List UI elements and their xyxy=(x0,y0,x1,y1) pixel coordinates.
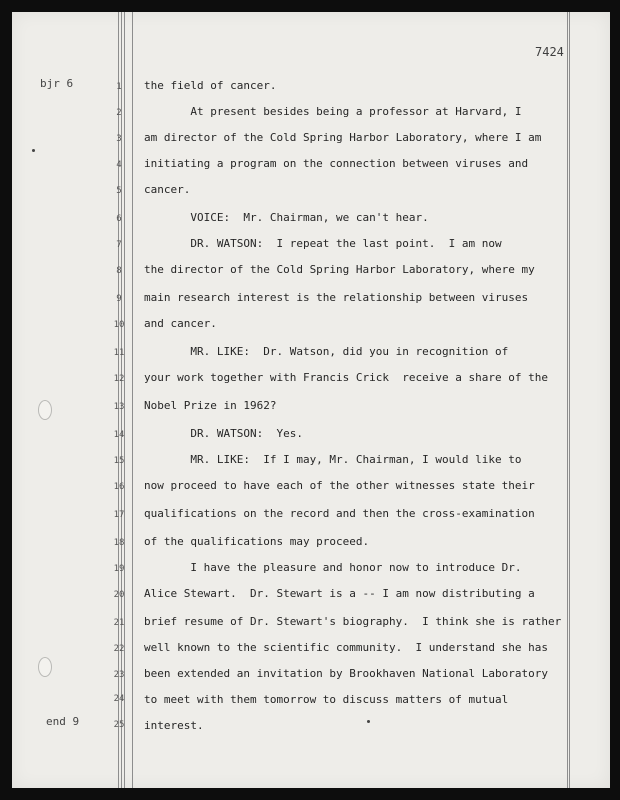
transcript-line: main research interest is the relationship between viruses xyxy=(144,291,529,304)
transcript-line: DR. WATSON: I repeat the last point. I am now xyxy=(144,237,502,250)
line-number: 21 xyxy=(113,618,125,628)
transcript-line: of the qualifications may proceed. xyxy=(144,535,370,548)
line-number: 6 xyxy=(116,214,122,224)
transcript-line: to meet with them tomorrow to discuss matters of mutual xyxy=(144,693,509,706)
line-number: 18 xyxy=(113,538,125,548)
end-marker: end 9 xyxy=(46,715,80,728)
ink-speck xyxy=(367,720,370,723)
transcript-line: DR. WATSON: Yes. xyxy=(144,427,303,440)
page-number: 7424 xyxy=(535,45,564,59)
line-number: 12 xyxy=(113,374,125,384)
transcript-line: initiating a program on the connection between viruses and xyxy=(144,157,529,170)
transcript-line: the field of cancer. xyxy=(144,79,277,92)
transcript-line: well known to the scientific community. I understand she has xyxy=(144,641,548,654)
transcript-line: interest. xyxy=(144,719,204,732)
margin-rule-left-4 xyxy=(132,12,133,788)
line-number: 8 xyxy=(116,266,122,276)
transcript-line: and cancer. xyxy=(144,317,217,330)
margin-rule-right-2 xyxy=(569,12,570,788)
line-number: 3 xyxy=(116,134,122,144)
ink-speck xyxy=(32,149,35,152)
line-number: 15 xyxy=(113,456,125,466)
reporter-initials: bjr 6 xyxy=(40,77,74,90)
line-number: 17 xyxy=(113,510,125,520)
transcript-line: qualifications on the record and then the cross-examination xyxy=(144,507,535,520)
transcript-line: your work together with Francis Crick receive a share of the xyxy=(144,371,548,384)
line-number: 7 xyxy=(116,240,122,250)
transcript-line: am director of the Cold Spring Harbor Laboratory, where I am xyxy=(144,131,542,144)
transcript-line: VOICE: Mr. Chairman, we can't hear. xyxy=(144,211,429,224)
transcript-line: been extended an invitation by Brookhaven National Laboratory xyxy=(144,667,548,680)
transcript-line: the director of the Cold Spring Harbor Laboratory, where my xyxy=(144,263,535,276)
transcript-line: Nobel Prize in 1962? xyxy=(144,399,277,412)
line-number: 9 xyxy=(116,294,122,304)
transcript-line: I have the pleasure and honor now to introduce Dr. xyxy=(144,561,522,574)
transcript-page xyxy=(12,12,610,788)
line-number: 10 xyxy=(113,320,125,330)
line-number: 24 xyxy=(113,694,125,704)
line-number: 19 xyxy=(113,564,125,574)
line-number: 25 xyxy=(113,720,125,730)
line-number: 2 xyxy=(116,108,122,118)
punch-hole-middle xyxy=(38,400,52,420)
line-number: 4 xyxy=(116,160,122,170)
transcript-line: At present besides being a professor at Harvard, I xyxy=(144,105,522,118)
line-number: 13 xyxy=(113,402,125,412)
transcript-line: Alice Stewart. Dr. Stewart is a -- I am now distributing a xyxy=(144,587,535,600)
punch-hole-lower xyxy=(38,657,52,677)
transcript-line: MR. LIKE: If I may, Mr. Chairman, I would like to xyxy=(144,453,522,466)
transcript-line: now proceed to have each of the other witnesses state their xyxy=(144,479,535,492)
transcript-line: MR. LIKE: Dr. Watson, did you in recognition of xyxy=(144,345,509,358)
line-number: 11 xyxy=(113,348,125,358)
line-number: 23 xyxy=(113,670,125,680)
line-number: 22 xyxy=(113,644,125,654)
line-number: 5 xyxy=(116,186,122,196)
line-number: 14 xyxy=(113,430,125,440)
margin-rule-right-1 xyxy=(567,12,568,788)
line-number: 1 xyxy=(116,82,122,92)
line-number: 20 xyxy=(113,590,125,600)
transcript-line: cancer. xyxy=(144,183,191,196)
transcript-line: brief resume of Dr. Stewart's biography. I think she is rather xyxy=(144,615,562,628)
line-number: 16 xyxy=(113,482,125,492)
